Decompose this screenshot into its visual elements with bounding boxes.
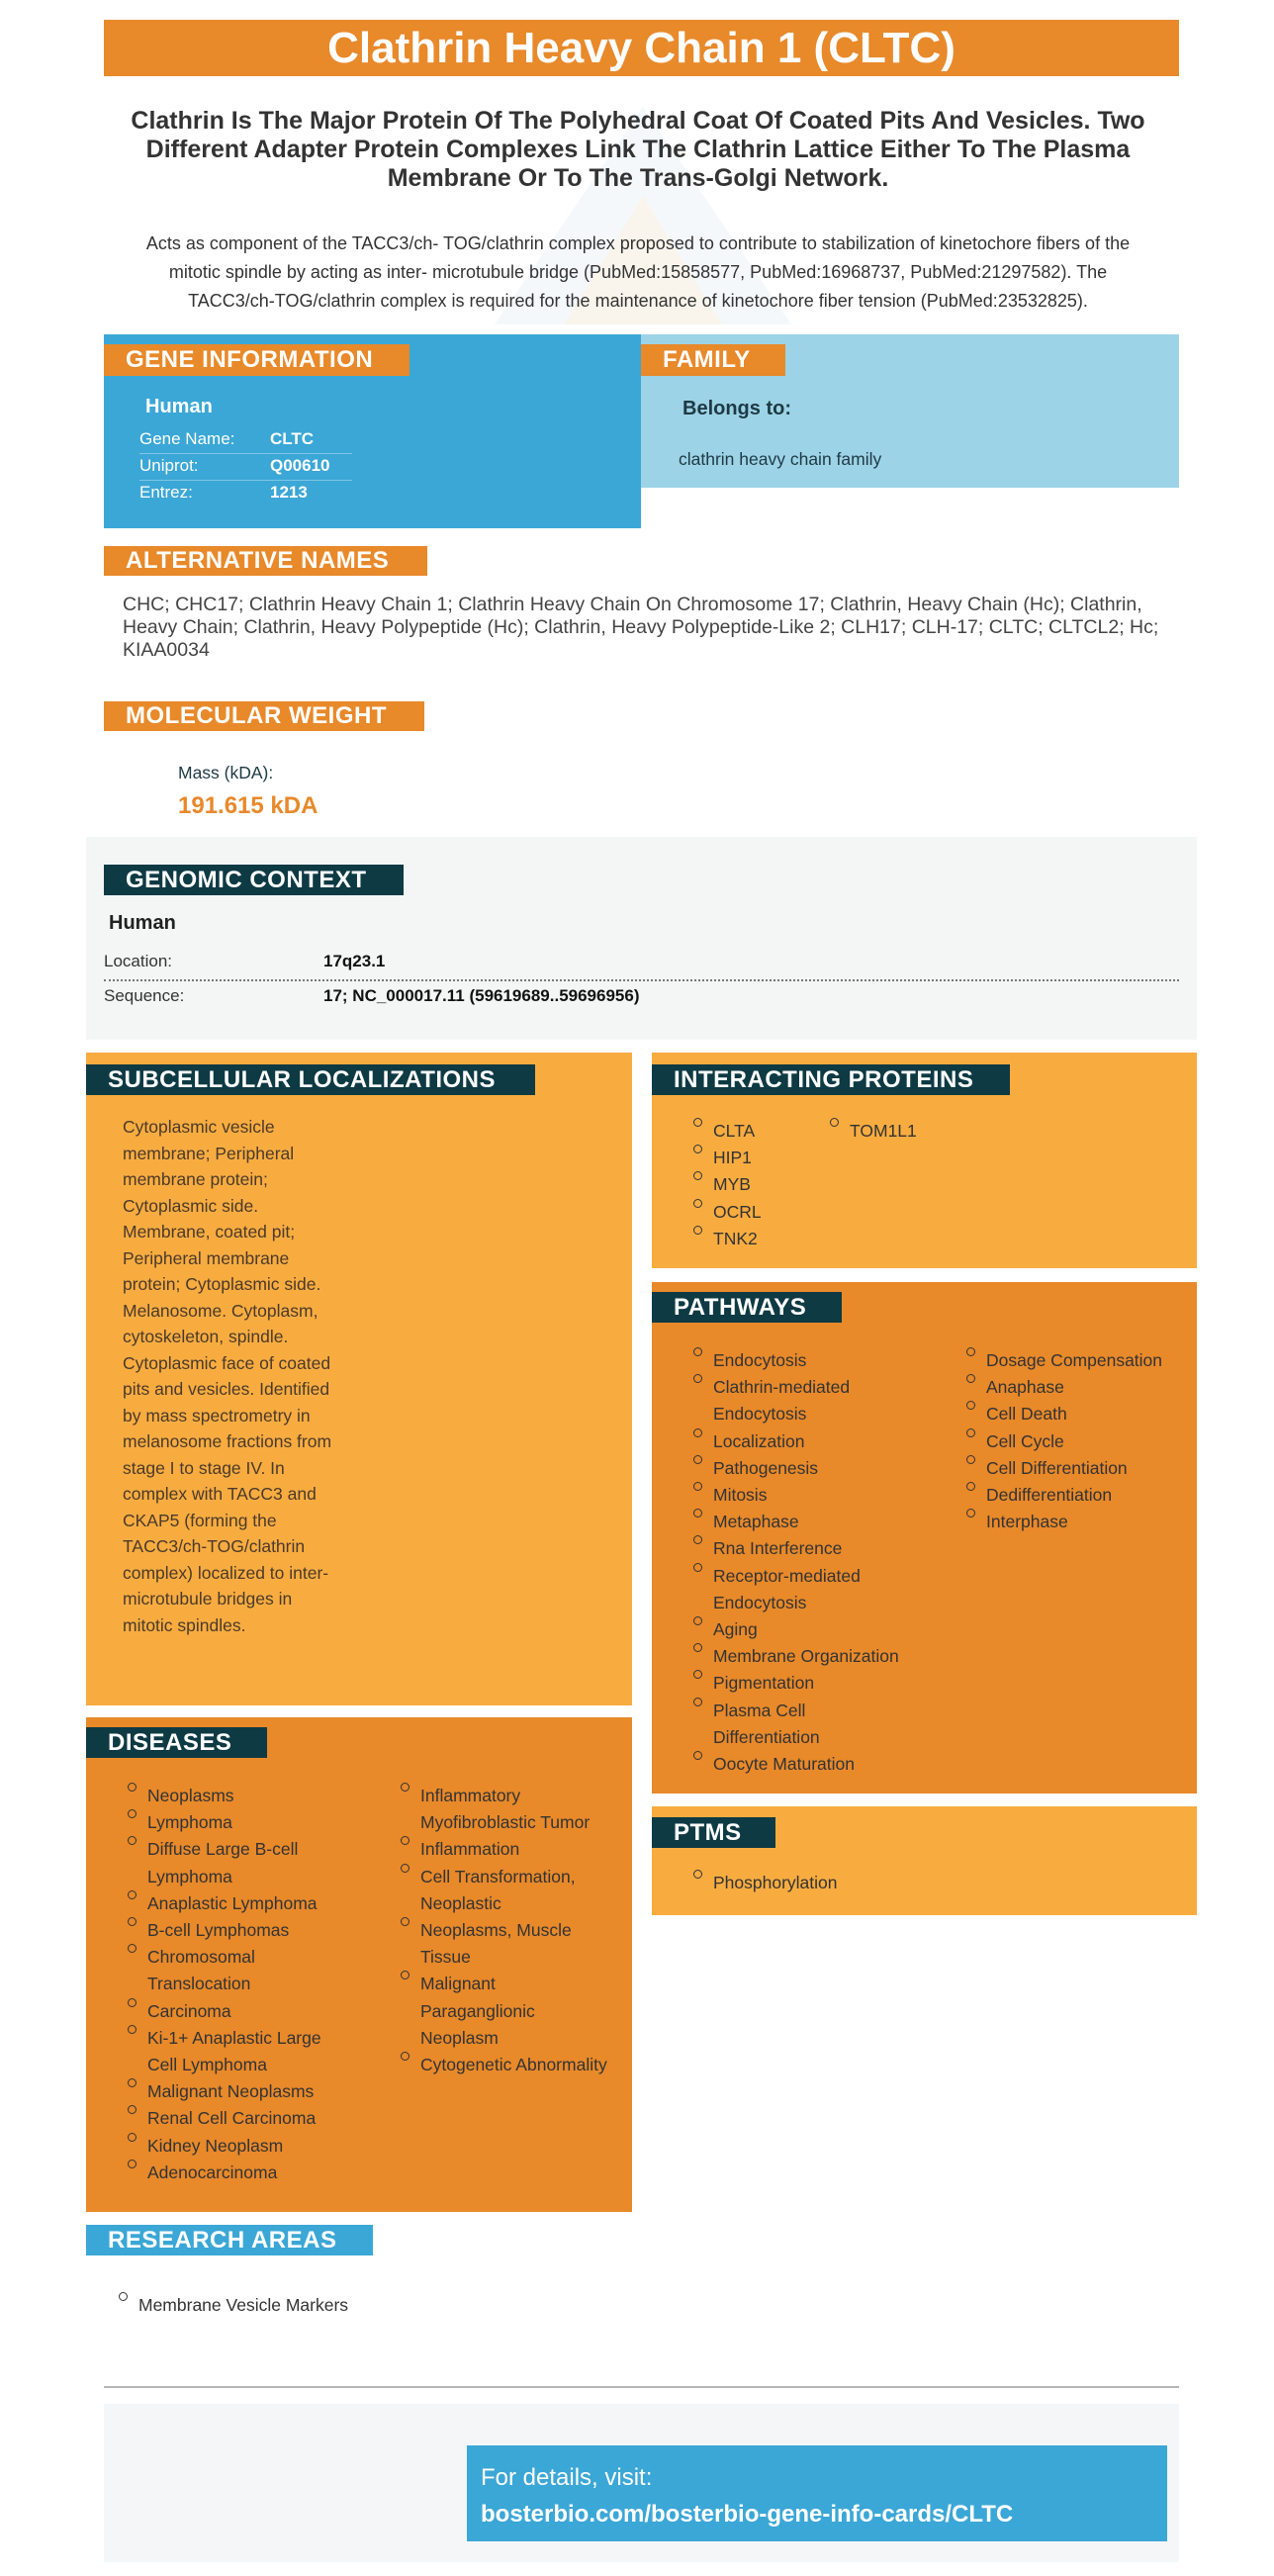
list-item: TOM1L1: [830, 1118, 978, 1145]
location-value: 17q23.1: [323, 952, 386, 970]
pathways-panel: [652, 1282, 1197, 1794]
list-item: Inflammatory Myofibroblastic Tumor: [401, 1783, 608, 1836]
list-item: Aging: [693, 1616, 921, 1643]
uniprot-value: Q00610: [270, 456, 330, 475]
list-item: Rna Interference: [693, 1535, 921, 1562]
list-item: Localization: [693, 1428, 921, 1455]
list-item: Anaplastic Lymphoma: [128, 1890, 365, 1917]
ptms-panel: [652, 1806, 1197, 1915]
list-item: Interphase: [966, 1509, 1192, 1535]
list-item: Dedifferentiation: [966, 1482, 1192, 1509]
list-item: Phosphorylation: [693, 1870, 990, 1896]
family-belongs-label: Belongs to:: [682, 398, 791, 419]
alternative-names-heading: ALTERNATIVE NAMES: [104, 546, 427, 576]
footer-divider: [104, 2386, 1179, 2388]
interacting-proteins-heading: INTERACTING PROTEINS: [652, 1064, 1010, 1095]
subcellular-heading: SUBCELLULAR LOCALIZATIONS: [86, 1064, 535, 1095]
list-item: Cell Transformation, Neoplastic: [401, 1864, 598, 1917]
list-item: Receptor-mediated Endocytosis: [693, 1563, 886, 1616]
gene-organism: Human: [145, 396, 213, 417]
list-item: CLTA: [693, 1118, 822, 1145]
entrez-value: 1213: [270, 483, 308, 502]
list-item: Lymphoma: [128, 1809, 365, 1836]
list-item: OCRL: [693, 1199, 822, 1226]
list-item: Chromosomal Translocation: [128, 1944, 296, 1997]
genomic-context-panel: [86, 837, 1197, 1040]
mass-label: Mass (kDA):: [178, 763, 274, 782]
molecular-weight-heading: MOLECULAR WEIGHT: [104, 701, 424, 731]
list-item: TNK2: [693, 1226, 822, 1252]
list-item: Membrane Vesicle Markers: [119, 2292, 613, 2319]
list-item: Carcinoma: [128, 1998, 365, 2025]
list-item: Neoplasms, Muscle Tissue: [401, 1917, 589, 1971]
list-item: Diffuse Large B-cell Lymphoma: [128, 1836, 320, 1889]
genomic-organism: Human: [109, 912, 176, 934]
list-item: Endocytosis: [693, 1347, 921, 1374]
list-item: Kidney Neoplasm: [128, 2133, 365, 2160]
list-item: Pigmentation: [693, 1670, 921, 1697]
list-item: Cell Cycle: [966, 1428, 1192, 1455]
list-item: Ki-1+ Anaplastic Large Cell Lymphoma: [128, 2025, 350, 2078]
page-title: Clathrin Heavy Chain 1 (CLTC): [104, 20, 1179, 76]
interacting-proteins-panel: [652, 1053, 1197, 1268]
list-item: Neoplasms: [128, 1783, 365, 1809]
ptms-list: [693, 1870, 990, 1896]
sequence-label: Sequence:: [104, 986, 185, 1005]
page-subtitle: Clathrin Is The Major Protein Of The Polyhedral Coat Of Coated Pits And Vesicles. Two Different Adapter Protein Complexes Link The Clathrin Lattice Either To The Plasma Membrane Or To The Trans-Golgi Network.: [131, 107, 1145, 192]
uniprot-row: [139, 453, 352, 481]
diseases-panel: [86, 1717, 632, 2212]
pathways-list-col1: [693, 1347, 921, 1778]
list-item: Clathrin-mediated Endocytosis: [693, 1374, 876, 1427]
gene-information-panel: [104, 334, 641, 528]
list-item: Dosage Compensation: [966, 1347, 1192, 1374]
list-item: Malignant Neoplasms: [128, 2078, 365, 2105]
list-item: Membrane Organization: [693, 1643, 921, 1670]
pathways-heading: PATHWAYS: [652, 1292, 842, 1323]
list-item: MYB: [693, 1171, 822, 1198]
page-description: Acts as component of the TACC3/ch- TOG/clathrin complex proposed to contribute to stabilization of kinetochore fibers of the mitotic spindle by acting as inter- microtubule bridge (PubMed:15858577, PubMed:16968737, PubMed:21297582). The TACC3/ch-TOG/clathrin complex is required for the maintenance of kinetochore fiber tension (PubMed:23532825).: [145, 233, 1131, 311]
list-item: B-cell Lymphomas: [128, 1917, 365, 1944]
research-areas-list: [119, 2292, 613, 2319]
ptms-heading: PTMS: [652, 1817, 775, 1848]
list-item: Plasma Cell Differentiation: [693, 1698, 842, 1751]
family-heading: FAMILY: [641, 344, 785, 376]
family-panel: [641, 334, 1179, 488]
interacting-list-col1: [693, 1118, 822, 1252]
gene-information-heading: GENE INFORMATION: [104, 344, 410, 376]
list-item: Anaphase: [966, 1374, 1192, 1401]
details-url[interactable]: bosterbio.com/bosterbio-gene-info-cards/CLTC: [481, 2501, 1014, 2528]
list-item: Oocyte Maturation: [693, 1751, 921, 1778]
genomic-context-heading: GENOMIC CONTEXT: [104, 865, 404, 895]
research-areas-heading: RESEARCH AREAS: [86, 2225, 373, 2255]
list-item: Mitosis: [693, 1482, 921, 1509]
gene-name-label: Gene Name:: [139, 429, 235, 448]
diseases-list-col2: [401, 1783, 626, 2078]
subcellular-localizations-panel: [86, 1053, 632, 1705]
list-item: Cytogenetic Abnormality: [401, 2052, 626, 2078]
sequence-value: 17; NC_000017.11 (59619689..59696956): [323, 986, 640, 1005]
gene-name-value: CLTC: [270, 429, 315, 448]
genomic-divider: [104, 979, 1179, 981]
diseases-heading: DISEASES: [86, 1727, 267, 1758]
pathways-list-col2: [966, 1347, 1192, 1535]
list-item: Cell Death: [966, 1401, 1192, 1427]
list-item: Adenocarcinoma: [128, 2160, 365, 2186]
details-link[interactable]: [467, 2445, 1167, 2541]
list-item: Inflammation: [401, 1836, 626, 1863]
list-item: Renal Cell Carcinoma: [128, 2105, 365, 2132]
mass-value: 191.615 kDA: [178, 792, 318, 819]
entrez-label: Entrez:: [139, 483, 193, 502]
location-label: Location:: [104, 952, 172, 970]
entrez-row: [139, 480, 352, 506]
interacting-list-col2: [830, 1118, 978, 1145]
uniprot-label: Uniprot:: [139, 456, 199, 475]
list-item: HIP1: [693, 1145, 822, 1171]
list-item: Metaphase: [693, 1509, 921, 1535]
list-item: Pathogenesis: [693, 1455, 921, 1482]
list-item: Cell Differentiation: [966, 1455, 1192, 1482]
alternative-names-text: CHC; CHC17; Clathrin Heavy Chain 1; Clathrin Heavy Chain On Chromosome 17; Clathrin, Heavy Chain (Hc); Clathrin, Heavy Chain; Clathrin, Heavy Polypeptide (Hc); Clathrin, Heavy Polypeptide-Like 2; CLH17; CLH-17; CLTC; CLTCL2; Hc; KIAA0034: [123, 594, 1159, 661]
diseases-list-col1: [128, 1783, 365, 2186]
gene-name-row: [139, 426, 352, 454]
subcellular-text: Cytoplasmic vesicle membrane; Peripheral membrane protein; Cytoplasmic side. Membrane, coated pit; Peripheral membrane protein; Cytoplasmic side. Melanosome. Cytoplasm, cytoskeleton, spindle. Cytoplasmic face of coated pits and vesicles. Identified by mass spectrometry in melanosome fractions from stage I to stage IV. In complex with TACC3 and CKAP5 (forming the TACC3/ch-TOG/clathrin complex) localized to inter-microtubule bridges in mitotic spindles.: [123, 1117, 332, 1635]
list-item: Malignant Paraganglionic Neoplasm: [401, 1971, 559, 2052]
details-label: For details, visit:: [481, 2464, 653, 2491]
family-value: clathrin heavy chain family: [679, 449, 882, 469]
